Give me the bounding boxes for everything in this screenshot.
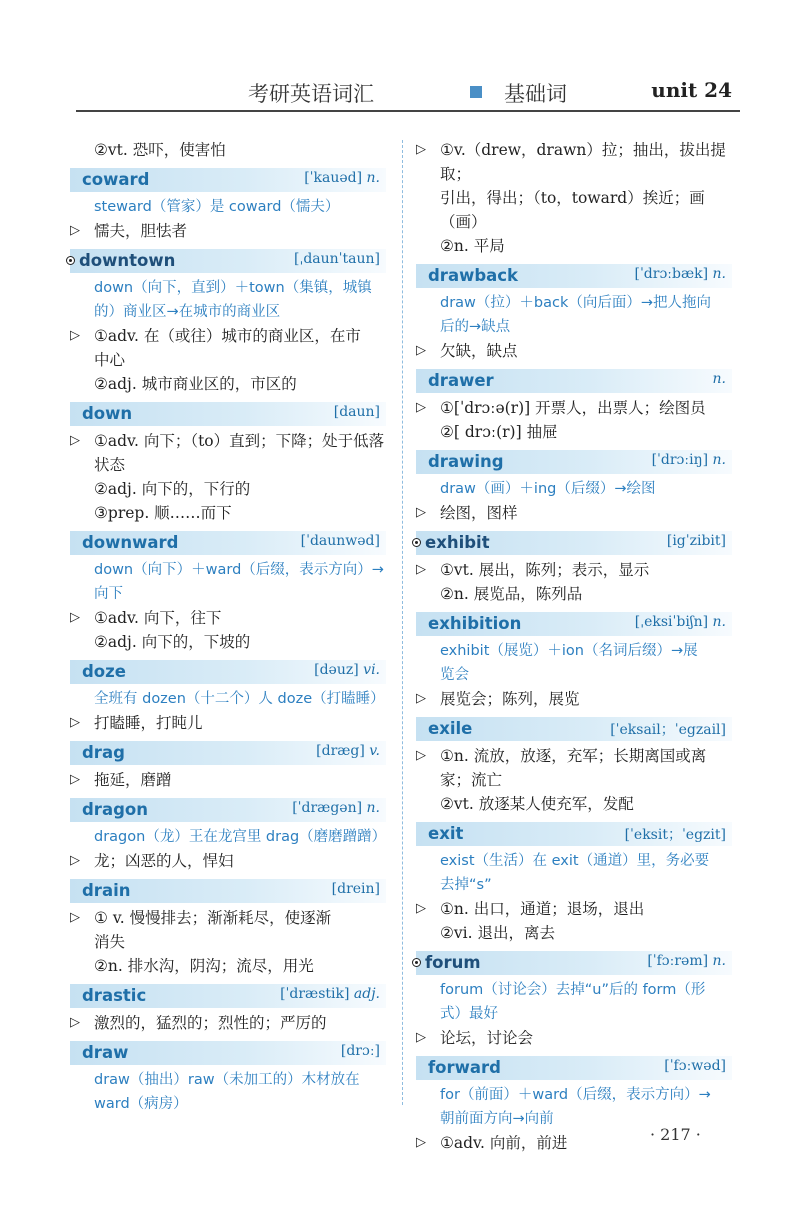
triangle-icon: ▷ — [416, 400, 426, 415]
headword-bar — [416, 450, 732, 474]
phonetic-text: [ˈdrɔːbæk] — [634, 266, 709, 282]
phonetic-text: [dəuz] — [314, 662, 359, 678]
definition — [70, 906, 386, 978]
etymology-note — [70, 1068, 386, 1116]
definition-line: ①adv. 向下，往下 — [94, 609, 222, 627]
part-of-speech: n. — [712, 371, 726, 387]
phonetic-text: [daun] — [333, 404, 380, 420]
phonetic-text: [dræg] — [316, 743, 365, 759]
page-header — [76, 78, 740, 114]
headword: dragon — [82, 800, 148, 819]
definition — [70, 219, 386, 243]
headword: exile — [428, 719, 473, 738]
triangle-icon: ▷ — [416, 1135, 426, 1150]
headword-bar — [416, 717, 732, 741]
headword-bar — [416, 951, 732, 975]
definition — [70, 324, 386, 396]
phonetic — [713, 371, 726, 387]
definition — [70, 1011, 386, 1035]
etymology-line: down（向下）＋ward（后缀，表示方向）→ — [94, 562, 384, 578]
phonetic — [652, 452, 726, 468]
phonetic-text: [ˈdaunwəd] — [300, 533, 380, 549]
definition-line: ②vi. 退出，离去 — [440, 924, 555, 942]
headword-bar — [70, 1041, 386, 1065]
etymology-line: dragon（龙）王在龙宫里 drag（磨磨蹭蹭） — [94, 829, 387, 845]
phonetic — [304, 170, 380, 186]
etymology-note — [70, 687, 386, 711]
etymology-line: 览会 — [440, 667, 469, 683]
etymology-line: 去掉“s” — [440, 877, 492, 893]
key-word-marker-icon — [412, 538, 421, 547]
phonetic-text: [ˌeksiˈbiʃn] — [634, 614, 709, 630]
triangle-icon: ▷ — [70, 715, 80, 730]
etymology-line: exhibit（展览）＋ion（名词后缀）→展 — [440, 643, 698, 659]
definition-line: ②vt. 放逐某人使充军，发配 — [440, 795, 634, 813]
phonetic — [316, 743, 380, 759]
definition-continued — [416, 138, 732, 258]
etymology-line: 全班有 dozen（十二个）人 doze（打瞌睡） — [94, 691, 385, 707]
headword-bar — [70, 168, 386, 192]
phonetic — [635, 614, 726, 630]
phonetic — [634, 266, 726, 282]
headword-bar — [416, 369, 732, 393]
definition-line: 懦夫，胆怯者 — [94, 222, 188, 240]
etymology-note — [416, 978, 732, 1026]
definition-line: 引出，得出；（to，toward）挨近；画（画） — [440, 189, 705, 231]
headword: drain — [82, 881, 131, 900]
definition — [70, 429, 386, 525]
triangle-icon: ▷ — [70, 772, 80, 787]
part-of-speech: vi. — [363, 662, 380, 678]
headword-bar — [70, 798, 386, 822]
definition-line: ①adv. 在（或往）城市的商业区，在市 — [94, 327, 361, 345]
etymology-note — [416, 477, 732, 501]
right-column — [416, 138, 732, 1155]
headword-bar — [416, 1056, 732, 1080]
headword: exhibit — [425, 533, 490, 552]
phonetic — [664, 1058, 726, 1074]
headword-bar — [70, 531, 386, 555]
definition — [70, 849, 386, 873]
definition — [416, 501, 732, 525]
definition — [70, 768, 386, 792]
headword: drawing — [428, 452, 504, 471]
definition-line: ③prep. 顺……而下 — [94, 504, 232, 522]
headword-bar — [70, 402, 386, 426]
headword: forum — [425, 953, 481, 972]
definition-line: 消失 — [94, 933, 126, 951]
definition — [416, 897, 732, 945]
phonetic-text: [ˌdaunˈtaun] — [294, 251, 380, 267]
triangle-icon: ▷ — [70, 1015, 80, 1030]
definition-line: 论坛，讨论会 — [440, 1029, 534, 1047]
definition-line: ②n. 展览品，陈列品 — [440, 585, 583, 603]
headword-bar — [416, 531, 732, 555]
phonetic — [294, 251, 380, 267]
phonetic — [341, 1043, 380, 1059]
triangle-icon: ▷ — [416, 562, 426, 577]
phonetic — [647, 953, 726, 969]
left-column — [70, 138, 386, 1116]
definition-line: ①[ˈdrɔːə(r)] 开票人，出票人；绘图员 — [440, 399, 706, 417]
phonetic — [314, 662, 380, 678]
etymology-line: for（前面）＋ward（后缀，表示方向）→ — [440, 1087, 711, 1103]
square-bullet-icon — [470, 86, 482, 98]
etymology-line: down（向下，直到）＋town（集镇，城镇 — [94, 280, 372, 296]
etymology-note — [70, 558, 386, 606]
headword-bar — [416, 264, 732, 288]
definition-line: ②adj. 城市商业区的，市区的 — [94, 375, 297, 393]
phonetic — [280, 986, 380, 1002]
headword-bar — [70, 984, 386, 1008]
phonetic — [292, 800, 380, 816]
etymology-note — [70, 276, 386, 324]
etymology-line: steward（管家）是 coward（懦夫） — [94, 199, 340, 215]
headword: drag — [82, 743, 125, 762]
headword: downward — [82, 533, 179, 552]
phonetic-text: [ˈdrɔːiŋ] — [651, 452, 709, 468]
etymology-line: draw（拉）＋back（向后面）→把人拖向 — [440, 295, 712, 311]
headword: coward — [82, 170, 150, 189]
etymology-note — [416, 291, 732, 339]
definition-line: ②n. 平局 — [440, 237, 505, 255]
etymology-line: exist（生活）在 exit（通道）里，务必要 — [440, 853, 710, 869]
headword: doze — [82, 662, 126, 681]
definition — [70, 606, 386, 654]
definition-line: 打瞌睡，打盹儿 — [94, 714, 203, 732]
definition-line: 龙；凶恶的人，悍妇 — [94, 852, 234, 870]
definition-line: 展览会；陈列，展览 — [440, 690, 580, 708]
phonetic-text: [drɔː] — [340, 1043, 380, 1059]
etymology-line: 后的→缺点 — [440, 319, 511, 335]
definition — [416, 687, 732, 711]
triangle-icon: ▷ — [416, 691, 426, 706]
headword: drastic — [82, 986, 147, 1005]
definition — [416, 744, 732, 816]
phonetic-text: [ˈfɔːwəd] — [664, 1058, 726, 1074]
triangle-icon: ▷ — [70, 853, 80, 868]
triangle-icon: ▷ — [70, 223, 80, 238]
part-of-speech: n. — [712, 614, 726, 630]
unit-label: unit 24 — [651, 78, 732, 102]
phonetic-text: [ˈdrægən] — [292, 800, 363, 816]
phonetic — [625, 824, 726, 844]
definition-line: 状态 — [94, 456, 126, 474]
etymology-note — [70, 825, 386, 849]
section-title: 基础词 — [504, 82, 567, 106]
definition-line: ①vt. 展出，陈列；表示，显示 — [440, 561, 650, 579]
triangle-icon: ▷ — [70, 328, 80, 343]
definition-line: ②[ drɔː(r)] 抽屉 — [440, 423, 558, 441]
phonetic-text: [ˈdræstik] — [280, 986, 350, 1002]
etymology-line: 的）商业区→在城市的商业区 — [94, 304, 281, 320]
phonetic — [667, 533, 726, 549]
definition — [416, 558, 732, 606]
headword-bar — [70, 249, 386, 273]
definition-line: ①adv. 向下；（to）直到；下降；处于低落 — [94, 432, 385, 450]
phonetic-text: [igˈzibit] — [666, 533, 726, 549]
etymology-line: forum（讨论会）去掉“u”后的 form（形 — [440, 982, 706, 998]
definition-line: ① v. 慢慢排去；渐渐耗尽，使逐渐 — [94, 909, 332, 927]
triangle-icon: ▷ — [416, 1030, 426, 1045]
headword: draw — [82, 1043, 129, 1062]
headword: down — [82, 404, 133, 423]
triangle-icon: ▷ — [416, 901, 426, 916]
phonetic — [334, 404, 380, 420]
definition-line: 家；流亡 — [440, 771, 503, 789]
etymology-line: draw（抽出）raw（未加工的）木材放在 — [94, 1072, 360, 1088]
triangle-icon: ▷ — [416, 505, 426, 520]
part-of-speech: n. — [712, 452, 726, 468]
phonetic-text: [drein] — [331, 881, 380, 897]
phonetic — [332, 881, 380, 897]
etymology-note — [416, 1083, 732, 1131]
headword-bar — [416, 612, 732, 636]
definition-line: ①n. 出口，通道；退场，退出 — [440, 900, 645, 918]
definition-line: ②n. 排水沟，阴沟；流尽，用光 — [94, 957, 314, 975]
etymology-line: 朝前面方向→向前 — [440, 1111, 554, 1127]
part-of-speech: adj. — [353, 986, 380, 1002]
key-word-marker-icon — [412, 958, 421, 967]
etymology-line: draw（画）＋ing（后缀）→绘图 — [440, 481, 656, 497]
header-rule — [76, 110, 740, 112]
headword: downtown — [79, 251, 176, 270]
phonetic-text: [ˈeksail；ˈegzail] — [610, 722, 726, 738]
definition-line: ②adj. 向下的，下行的 — [94, 480, 251, 498]
definition — [70, 711, 386, 735]
definition-line: ①v.（drew，drawn）拉；抽出，拔出提取； — [440, 141, 726, 183]
definition-line: ①adv. 向前，前进 — [440, 1134, 568, 1152]
definition-line: ②vt. 恐吓，使害怕 — [94, 141, 226, 159]
phonetic — [610, 719, 726, 739]
headword-bar — [70, 879, 386, 903]
triangle-icon: ▷ — [416, 748, 426, 763]
definition-line: 绘图，图样 — [440, 504, 518, 522]
definition — [416, 339, 732, 363]
definition — [416, 396, 732, 444]
etymology-note — [416, 639, 732, 687]
book-title: 考研英语词汇 — [248, 82, 374, 106]
definition-line: ①n. 流放，放逐，充军；长期离国或离 — [440, 747, 707, 765]
page-number: · 217 · — [650, 1125, 701, 1144]
headword: exhibition — [428, 614, 522, 633]
headword: drawback — [428, 266, 519, 285]
headword-bar — [70, 660, 386, 684]
definition-line: 拖延，磨蹭 — [94, 771, 172, 789]
triangle-icon: ▷ — [416, 343, 426, 358]
phonetic-text: [ˈkauəd] — [304, 170, 363, 186]
headword: exit — [428, 824, 464, 843]
triangle-icon: ▷ — [416, 142, 426, 157]
etymology-line: ward（病房） — [94, 1096, 188, 1112]
key-word-marker-icon — [66, 256, 75, 265]
part-of-speech: n. — [366, 800, 380, 816]
etymology-note — [416, 849, 732, 897]
part-of-speech: n. — [712, 266, 726, 282]
definition-line: ②adj. 向下的，下坡的 — [94, 633, 251, 651]
headword: forward — [428, 1058, 501, 1077]
definition-line: 欠缺，缺点 — [440, 342, 518, 360]
headword-bar — [70, 741, 386, 765]
definition — [416, 1026, 732, 1050]
phonetic-text: [ˈfɔːrəm] — [647, 953, 709, 969]
triangle-icon: ▷ — [70, 433, 80, 448]
triangle-icon: ▷ — [70, 910, 80, 925]
etymology-line: 式）最好 — [440, 1006, 498, 1022]
triangle-icon: ▷ — [70, 610, 80, 625]
definition-continued — [70, 138, 386, 162]
phonetic — [301, 533, 380, 549]
definition-line: 激烈的，猛烈的；烈性的；严厉的 — [94, 1014, 327, 1032]
part-of-speech: n. — [366, 170, 380, 186]
etymology-note — [70, 195, 386, 219]
headword-bar — [416, 822, 732, 846]
part-of-speech: n. — [712, 953, 726, 969]
etymology-line: 向下 — [94, 586, 123, 602]
headword: drawer — [428, 371, 494, 390]
part-of-speech: v. — [369, 743, 380, 759]
definition-line: 中心 — [94, 351, 126, 369]
column-divider — [402, 140, 403, 1105]
phonetic-text: [ˈeksit；ˈegzit] — [624, 827, 726, 843]
